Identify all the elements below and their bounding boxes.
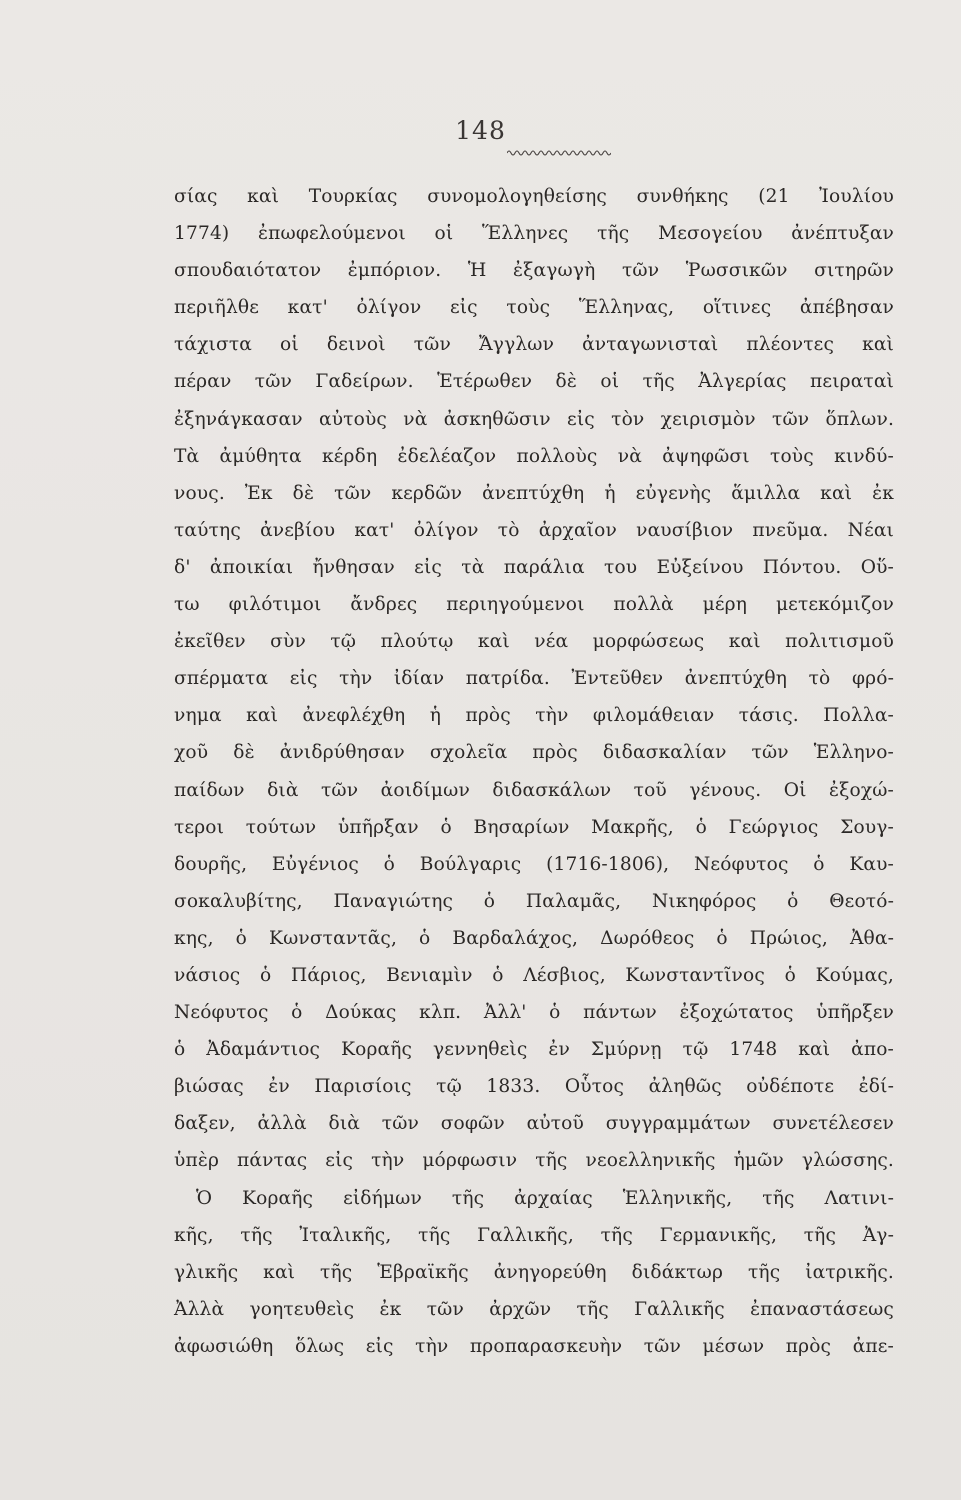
text-line: σπουδαιότατον ἐμπόριον. Ἡ ἐξαγωγὴ τῶν Ῥωσσικῶν σιτηρῶν <box>174 260 894 282</box>
text-line: ὁ Ἀδαμάντιος Κοραῆς γεννηθεὶς ἐν Σμύρνῃ τῷ 1748 καὶ ἀπο- <box>174 1039 894 1061</box>
text-line: πέραν τῶν Γαδείρων. Ἑτέρωθεν δὲ οἱ τῆς Ἀλγερίας πειραταὶ <box>174 371 894 393</box>
page-number: 148 <box>455 116 506 145</box>
text-line: Ὁ Κοραῆς εἰδήμων τῆς ἀρχαίας Ἑλληνικῆς, τῆς Λατινι- <box>196 1187 894 1209</box>
text-line: ἐξηνάγκασαν αὐτοὺς νὰ ἀσκηθῶσιν εἰς τὸν χειρισμὸν τῶν ὅπλων. <box>174 408 894 430</box>
text-line: χοῦ δὲ ἀνιδρύθησαν σχολεῖα πρὸς διδασκαλίαν τῶν Ἑλληνο- <box>174 742 894 764</box>
text-line: δαξεν, ἀλλὰ διὰ τῶν σοφῶν αὐτοῦ συγγραμμάτων συνετέλεσεν <box>174 1113 894 1135</box>
text-line: νους. Ἐκ δὲ τῶν κερδῶν ἀνεπτύχθη ἡ εὐγενὴς ἅμιλλα καὶ ἐκ <box>174 482 894 504</box>
text-line: περιῆλθε κατ' ὀλίγον εἰς τοὺς Ἕλληνας, οἵτινες ἀπέβησαν <box>174 297 894 319</box>
text-line: νάσιος ὁ Πάριος, Βενιαμὶν ὁ Λέσβιος, Κωνσταντῖνος ὁ Κούμας, <box>174 964 894 986</box>
text-line: τεροι τούτων ὑπῆρξαν ὁ Βησαρίων Μακρῆς, ὁ Γεώργιος Σουγ- <box>174 816 894 838</box>
text-line: ὑπὲρ πάντας εἰς τὴν μόρφωσιν τῆς νεοελληνικῆς ἡμῶν γλώσσης. <box>174 1150 894 1172</box>
text-line: δ' ἀποικίαι ἤνθησαν εἰς τὰ παράλια του Εὐξείνου Πόντου. Οὕ- <box>174 556 894 578</box>
text-line: νημα καὶ ἀνεφλέχθη ἡ πρὸς τὴν φιλομάθειαν τάσις. Πολλα- <box>174 705 894 727</box>
text-line: ταύτης ἀνεβίου κατ' ὀλίγον τὸ ἀρχαῖον ναυσίβιον πνεῦμα. Νέαι <box>174 519 894 541</box>
text-line: ἀφωσιώθη ὅλως εἰς τὴν προπαρασκευὴν τῶν μέσων πρὸς ἀπε- <box>174 1335 894 1357</box>
text-line: βιώσας ἐν Παρισίοις τῷ 1833. Οὗτος ἀληθῶς οὐδέποτε ἐδί- <box>174 1076 894 1098</box>
text-line: σίας καὶ Τουρκίας συνομολογηθείσης συνθήκης (21 Ἰουλίου <box>174 186 894 207</box>
text-line: δουρῆς, Εὐγένιος ὁ Βούλγαρις (1716-1806), Νεόφυτος ὁ Καυ- <box>174 853 894 875</box>
text-line: παίδων διὰ τῶν ἀοιδίμων διδασκάλων τοῦ γένους. Οἱ ἐξοχώ- <box>174 779 894 801</box>
text-line: Νεόφυτος ὁ Δούκας κλπ. Ἀλλ' ὁ πάντων ἐξοχώτατος ὑπῆρξεν <box>174 1002 894 1024</box>
body-text <box>174 178 894 1365</box>
text-line: σπέρματα εἰς τὴν ἰδίαν πατρίδα. Ἐντεῦθεν ἀνεπτύχθη τὸ φρό- <box>174 668 894 690</box>
text-line: κης, ὁ Κωνσταντᾶς, ὁ Βαρδαλάχος, Δωρόθεος ὁ Πρώιος, Ἀθα- <box>174 927 894 949</box>
text-line: ἐκεῖθεν σὺν τῷ πλούτῳ καὶ νέα μορφώσεως καὶ πολιτισμοῦ <box>174 631 894 653</box>
text-line: σοκαλυβίτης, Παναγιώτης ὁ Παλαμᾶς, Νικηφόρος ὁ Θεοτό- <box>174 890 894 912</box>
text-line: Ἀλλὰ γοητευθεὶς ἐκ τῶν ἀρχῶν τῆς Γαλλικῆς ἐπαναστάσεως <box>174 1298 894 1320</box>
text-line: τάχιστα οἱ δεινοὶ τῶν Ἄγγλων ἀνταγωνισταὶ πλέοντες καὶ <box>174 334 894 356</box>
text-line: 1774) ἐπωφελούμενοι οἱ Ἕλληνες τῆς Μεσογείου ἀνέπτυξαν <box>174 223 894 245</box>
text-line: γλικῆς καὶ τῆς Ἑβραϊκῆς ἀνηγορεύθη διδάκτωρ τῆς ἰατρικῆς. <box>174 1261 894 1283</box>
text-line: τω φιλότιμοι ἄνδρες περιηγούμενοι πολλὰ μέρη μετεκόμιζον <box>174 594 894 616</box>
wavy-rule-ornament <box>507 148 611 158</box>
text-line: Τὰ ἀμύθητα κέρδη ἐδελέαζον πολλοὺς νὰ ἀψηφῶσι τοὺς κινδύ- <box>174 445 894 467</box>
text-line: κῆς, τῆς Ἰταλικῆς, τῆς Γαλλικῆς, τῆς Γερμανικῆς, τῆς Ἀγ- <box>174 1224 894 1246</box>
